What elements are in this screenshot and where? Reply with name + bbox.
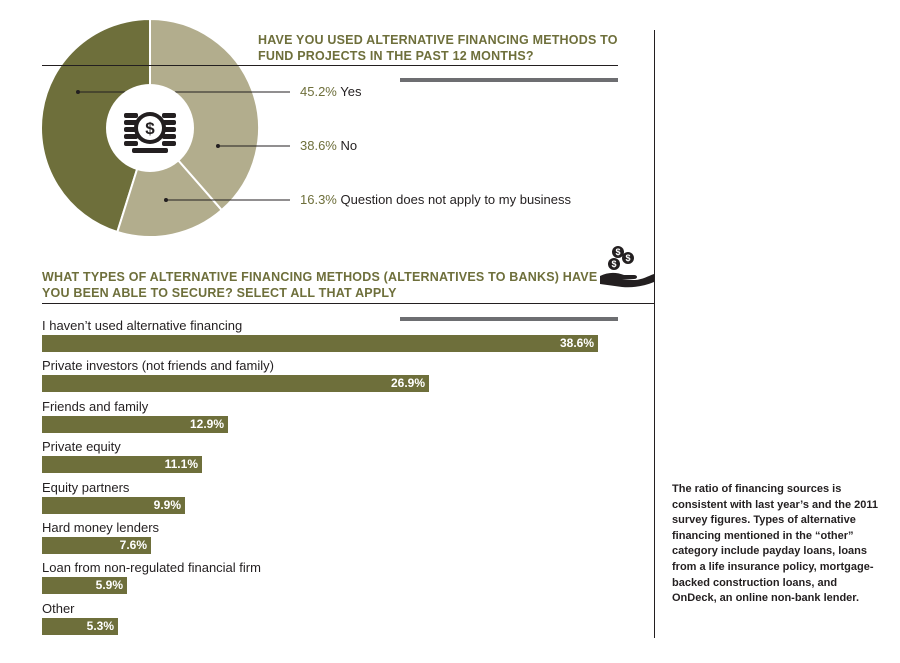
- bar: [42, 375, 429, 392]
- bar-value-label: 5.3%: [86, 618, 114, 633]
- legend-value: 38.6%: [300, 138, 337, 153]
- svg-text:$: $: [625, 253, 631, 263]
- hand-holding-coins-icon: [594, 242, 656, 290]
- bar: [42, 497, 185, 514]
- question-2-accent-rule: [400, 317, 618, 321]
- svg-text:$: $: [615, 247, 621, 257]
- legend-label: Yes: [340, 84, 362, 99]
- column-divider: [654, 30, 655, 638]
- question-2-title: WHAT TYPES OF ALTERNATIVE FINANCING METHODS (ALTERNATIVES TO BANKS) HAVE YOU BEEN ABLE TO SECURE? SELECT ALL THAT APPLY: [42, 270, 598, 300]
- bar-value-label: 9.9%: [153, 497, 181, 512]
- side-note: The ratio of financing sources is consistent with last year’s and the 2011 survey figures. Types of alternative financing mentioned in the “other” category include payday loans, loans from a life insurance policy, mortgage-backed construction loans, and OnDeck, an online non-bank lender.: [672, 483, 879, 605]
- bar-value-label: 5.9%: [95, 578, 123, 593]
- question-1-title: HAVE YOU USED ALTERNATIVE FINANCING METHODS TO FUND PROJECTS IN THE PAST 12 MONTHS?: [258, 33, 618, 63]
- bar-category-label: Hard money lenders: [42, 520, 160, 535]
- bar: [42, 618, 118, 635]
- bar: [42, 416, 228, 433]
- bar-category-label: Other: [42, 600, 75, 616]
- bar: [42, 577, 127, 594]
- legend-label: Question does not apply to my business: [340, 192, 572, 207]
- legend-value: 16.3%: [300, 192, 337, 207]
- legend-value: 45.2%: [300, 84, 337, 99]
- question-1-accent-rule: [400, 78, 618, 82]
- bar: [42, 456, 202, 473]
- question-1-rule: [42, 65, 618, 66]
- bar-value-label: 12.9%: [189, 416, 224, 431]
- legend-item-yes: [300, 84, 361, 99]
- bar: [42, 335, 598, 352]
- bar-category-label: Equity partners: [42, 479, 130, 495]
- bar-category-label: Loan from non-regulated financial firm: [42, 560, 261, 576]
- legend-label: No: [340, 138, 358, 153]
- bar-category-label: Private equity: [42, 439, 121, 455]
- bar-value-label: 38.6%: [559, 336, 594, 350]
- bar-category-label: Friends and family: [42, 398, 149, 414]
- bar-value-label: 26.9%: [390, 376, 425, 391]
- bar-category-label: Private investors (not friends and family): [42, 358, 274, 374]
- svg-text:$: $: [145, 119, 155, 138]
- legend-item-not-applicable: [300, 192, 571, 207]
- svg-text:$: $: [611, 259, 617, 269]
- bar-value-label: 7.6%: [119, 538, 147, 552]
- bar-category-label: I haven’t used alternative financing: [42, 318, 243, 333]
- bar-value-label: 11.1%: [164, 457, 198, 472]
- legend-item-no: [300, 138, 357, 153]
- question-2-rule: [42, 303, 654, 304]
- bar: [42, 537, 151, 554]
